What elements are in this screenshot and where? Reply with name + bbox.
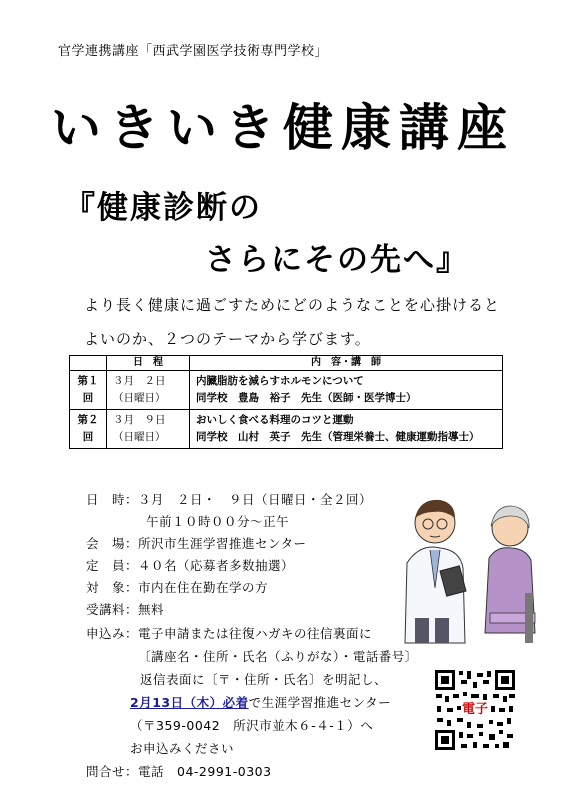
session-lecturer: 同学校 豊島 裕子 先生（医師・医学博士） (196, 392, 417, 404)
session-day-text: （日曜日） (113, 392, 166, 404)
info-apply-line6: お申込みください (130, 741, 235, 756)
info-apply-line1: 申込み：電子申請または往復ハガキの往信裏面に (86, 626, 373, 641)
schedule-table (69, 355, 503, 449)
info-target: 対 象：市内在住在勤在学の方 (86, 580, 269, 595)
session-topic: 内臓脂肪を減らすホルモンについて (196, 375, 364, 387)
session-date-text: ３月 ２日 (113, 375, 166, 387)
info-time: 午前１０時００分～正午 (146, 514, 290, 529)
info-apply-line4 (130, 693, 391, 711)
session-number: 第１回 (70, 371, 107, 410)
session-date-text: ３月 ９日 (113, 414, 166, 426)
session-content (190, 410, 503, 449)
intro-line2: よいのか、２つのテーマから学びます。 (84, 330, 371, 348)
schedule-header-row (70, 356, 503, 371)
session-topic: おいしく食べる料理のコツと運動 (196, 414, 354, 426)
session-lecturer: 同学校 山村 英子 先生（管理栄養士、健康運動指導士） (196, 431, 480, 443)
organizer-line: 官学連携講座「西武学園医学技術専門学校」 (58, 44, 329, 59)
doctor-patient-illustration (385, 488, 545, 648)
header-content: 内 容・講 師 (190, 356, 503, 371)
info-datetime: 日 時：３月 ２日・ ９日（日曜日・全２回） (86, 492, 373, 507)
info-apply-line4-rest: で生涯学習推進センター (248, 695, 392, 710)
intro-line1: より長く健康に過ごすためにどのようなことを心掛けると (84, 296, 501, 314)
session-date (107, 371, 190, 410)
page-title: いきいき健康講座 (51, 99, 515, 157)
info-fee: 受講料：無料 (86, 602, 165, 617)
session-day-text: （日曜日） (113, 431, 166, 443)
info-venue: 会 場：所沢市生涯学習推進センター (86, 536, 307, 551)
info-apply-line3: 返信表面に〔〒・住所・氏名〕を明記し、 (140, 672, 388, 687)
subtitle-line2: さらにその先へ』 (205, 242, 469, 278)
session-content (190, 371, 503, 410)
deadline-text: 2月13日（木）必着 (130, 695, 249, 710)
info-apply-line5: （〒359-0042 所沢市並木６-４-１）へ (130, 718, 374, 733)
header-date: 日 程 (107, 356, 190, 371)
table-row (70, 371, 503, 410)
header-num (70, 356, 107, 371)
qr-label: 電子 (461, 702, 489, 717)
session-date (107, 410, 190, 449)
table-row (70, 410, 503, 449)
info-capacity: 定 員：４０名（応募者多数抽選） (86, 558, 295, 573)
info-apply-line2: 〔講座名・住所・氏名（ふりがな）・電話番号〕 (138, 649, 418, 664)
info-contact: 問合せ：電話 04-2991-0303 (86, 764, 272, 779)
qr-code[interactable] (433, 668, 517, 752)
subtitle-line1: 『健康診断の (64, 190, 262, 226)
session-number: 第２回 (70, 410, 107, 449)
